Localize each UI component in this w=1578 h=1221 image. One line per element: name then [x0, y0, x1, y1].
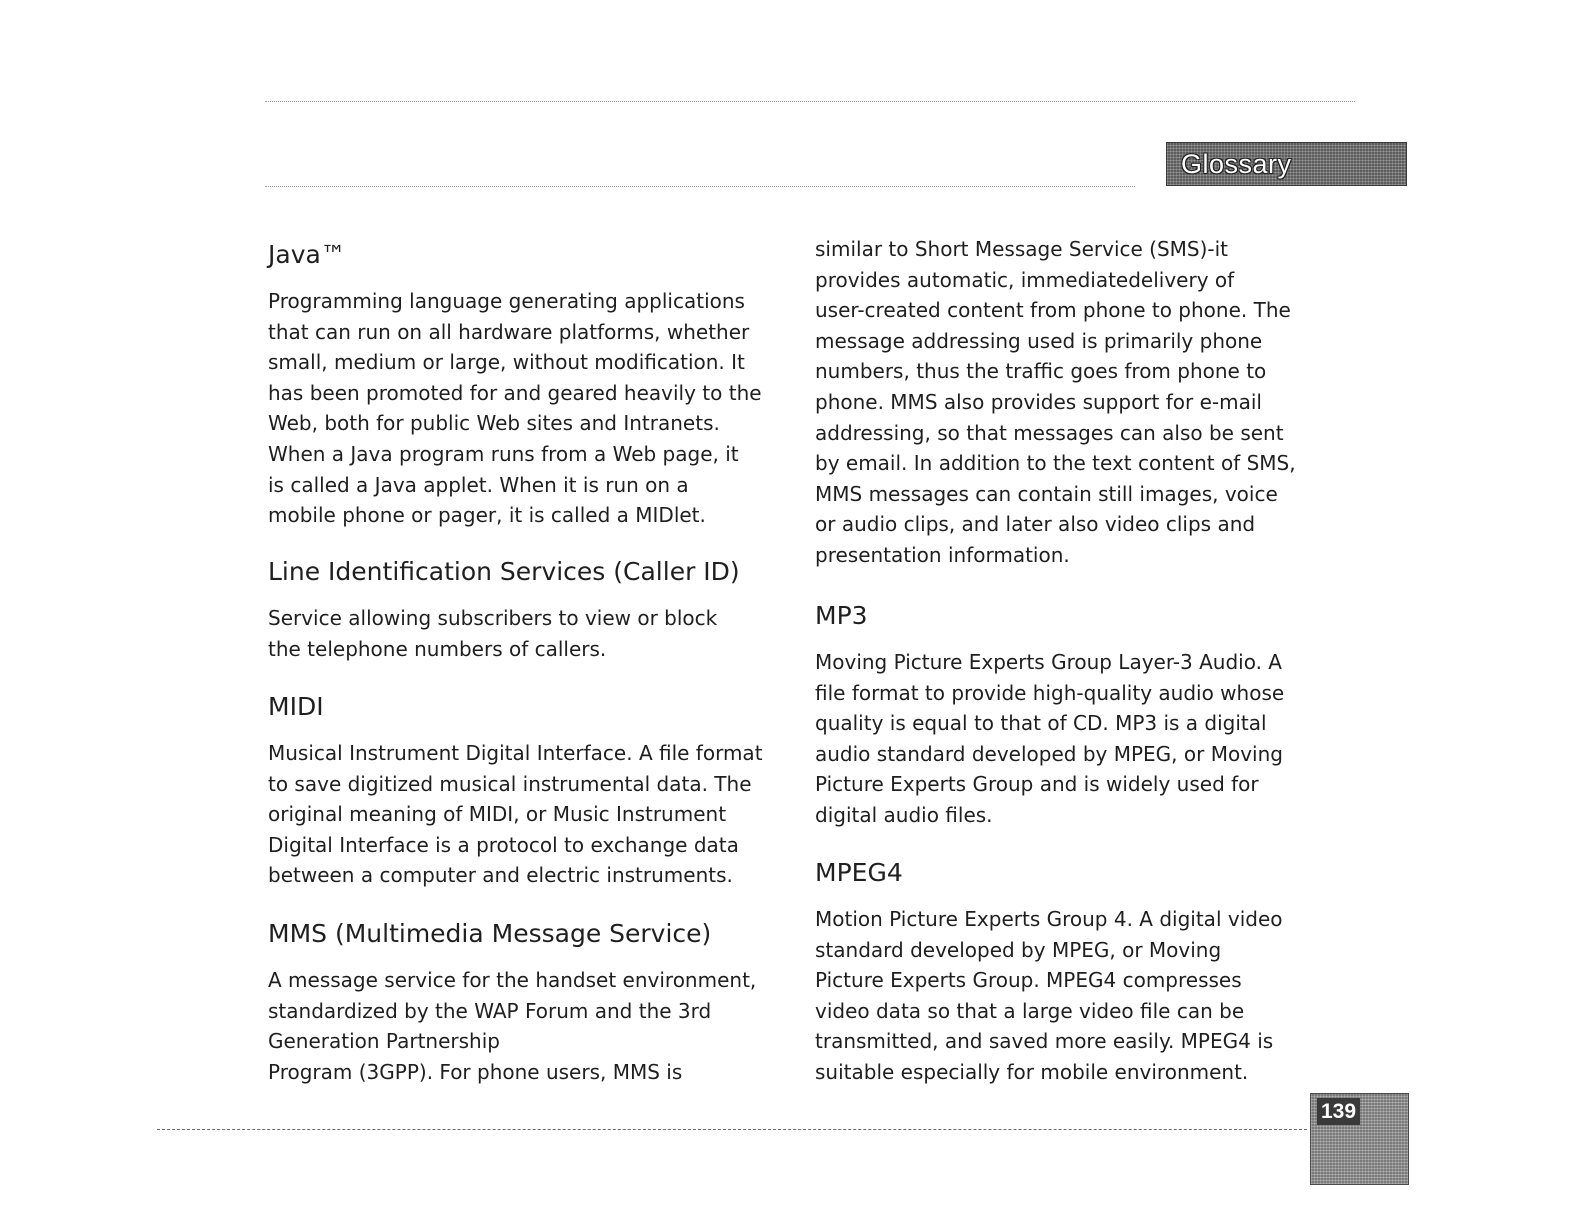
- term-heading: MP3: [815, 601, 868, 630]
- header-dotted-rule-bottom: [265, 186, 1135, 187]
- glossary-entry-mp3: [815, 600, 1284, 831]
- term-definition: similar to Short Message Service (SMS)-it provides automatic, immediatedelivery of user-created content from phone to phone. The message addressing used is primarily phone numbers, thus the traffic goes from phone to phone. MMS also provides support for e-mail addressing, so that messages can also be sent by email. In addition to the text content of SMS, MMS messages can contain still images, voice or audio clips, and later also video clips and presentation information.: [815, 237, 1296, 567]
- glossary-entry-mms: [268, 918, 756, 1087]
- term-heading: Line Identification Services (Caller ID): [268, 557, 740, 586]
- term-heading: MPEG4: [815, 858, 903, 887]
- glossary-entry-mms-continued: [815, 234, 1296, 571]
- glossary-entry-mpeg4: [815, 857, 1282, 1088]
- glossary-entry-midi: [268, 691, 763, 891]
- term-definition: Service allowing subscribers to view or block the telephone numbers of callers.: [268, 606, 718, 661]
- header-dotted-rule-top: [265, 101, 1355, 102]
- footer-dashed-rule: [157, 1129, 1307, 1130]
- page-number: 139: [1317, 1098, 1360, 1125]
- glossary-section-tab: [1166, 142, 1407, 186]
- term-definition: Motion Picture Experts Group 4. A digital video standard developed by MPEG, or Moving Picture Experts Group. MPEG4 compresses video data so that a large video file can be transmitted, and saved more easily. MPEG4 is suitable especially for mobile environment.: [815, 907, 1283, 1084]
- term-definition: Musical Instrument Digital Interface. A file format to save digitized musical instrumental data. The original meaning of MIDI, or Music Instrument Digital Interface is a protocol to exchange data between a computer and electric instruments.: [268, 741, 763, 888]
- term-definition: Moving Picture Experts Group Layer-3 Audio. A file format to provide high-quality audio whose quality is equal to that of CD. MP3 is a digital audio standard developed by MPEG, or Moving Picture Experts Group and is widely used for digital audio files.: [815, 650, 1285, 827]
- term-heading: MMS (Multimedia Message Service): [268, 919, 712, 948]
- glossary-entry-java: [268, 239, 762, 531]
- term-heading: MIDI: [268, 692, 324, 721]
- term-definition: A message service for the handset environment, standardized by the WAP Forum and the 3rd Generation Partnership Program (3GPP). For phone users, MMS is: [268, 968, 757, 1084]
- glossary-entry-line-identification: [268, 556, 740, 664]
- section-title: Glossary: [1181, 149, 1292, 179]
- page-number-box: [1310, 1093, 1409, 1185]
- term-heading: Java™: [268, 240, 346, 269]
- term-definition: Programming language generating applications that can run on all hardware platforms, whether small, medium or large, without modification. It has been promoted for and geared heavily to the Web, both for public Web sites and Intranets. When a Java program runs from a Web page, it is called a Java applet. When it is run on a mobile phone or pager, it is called a MIDlet.: [268, 289, 762, 528]
